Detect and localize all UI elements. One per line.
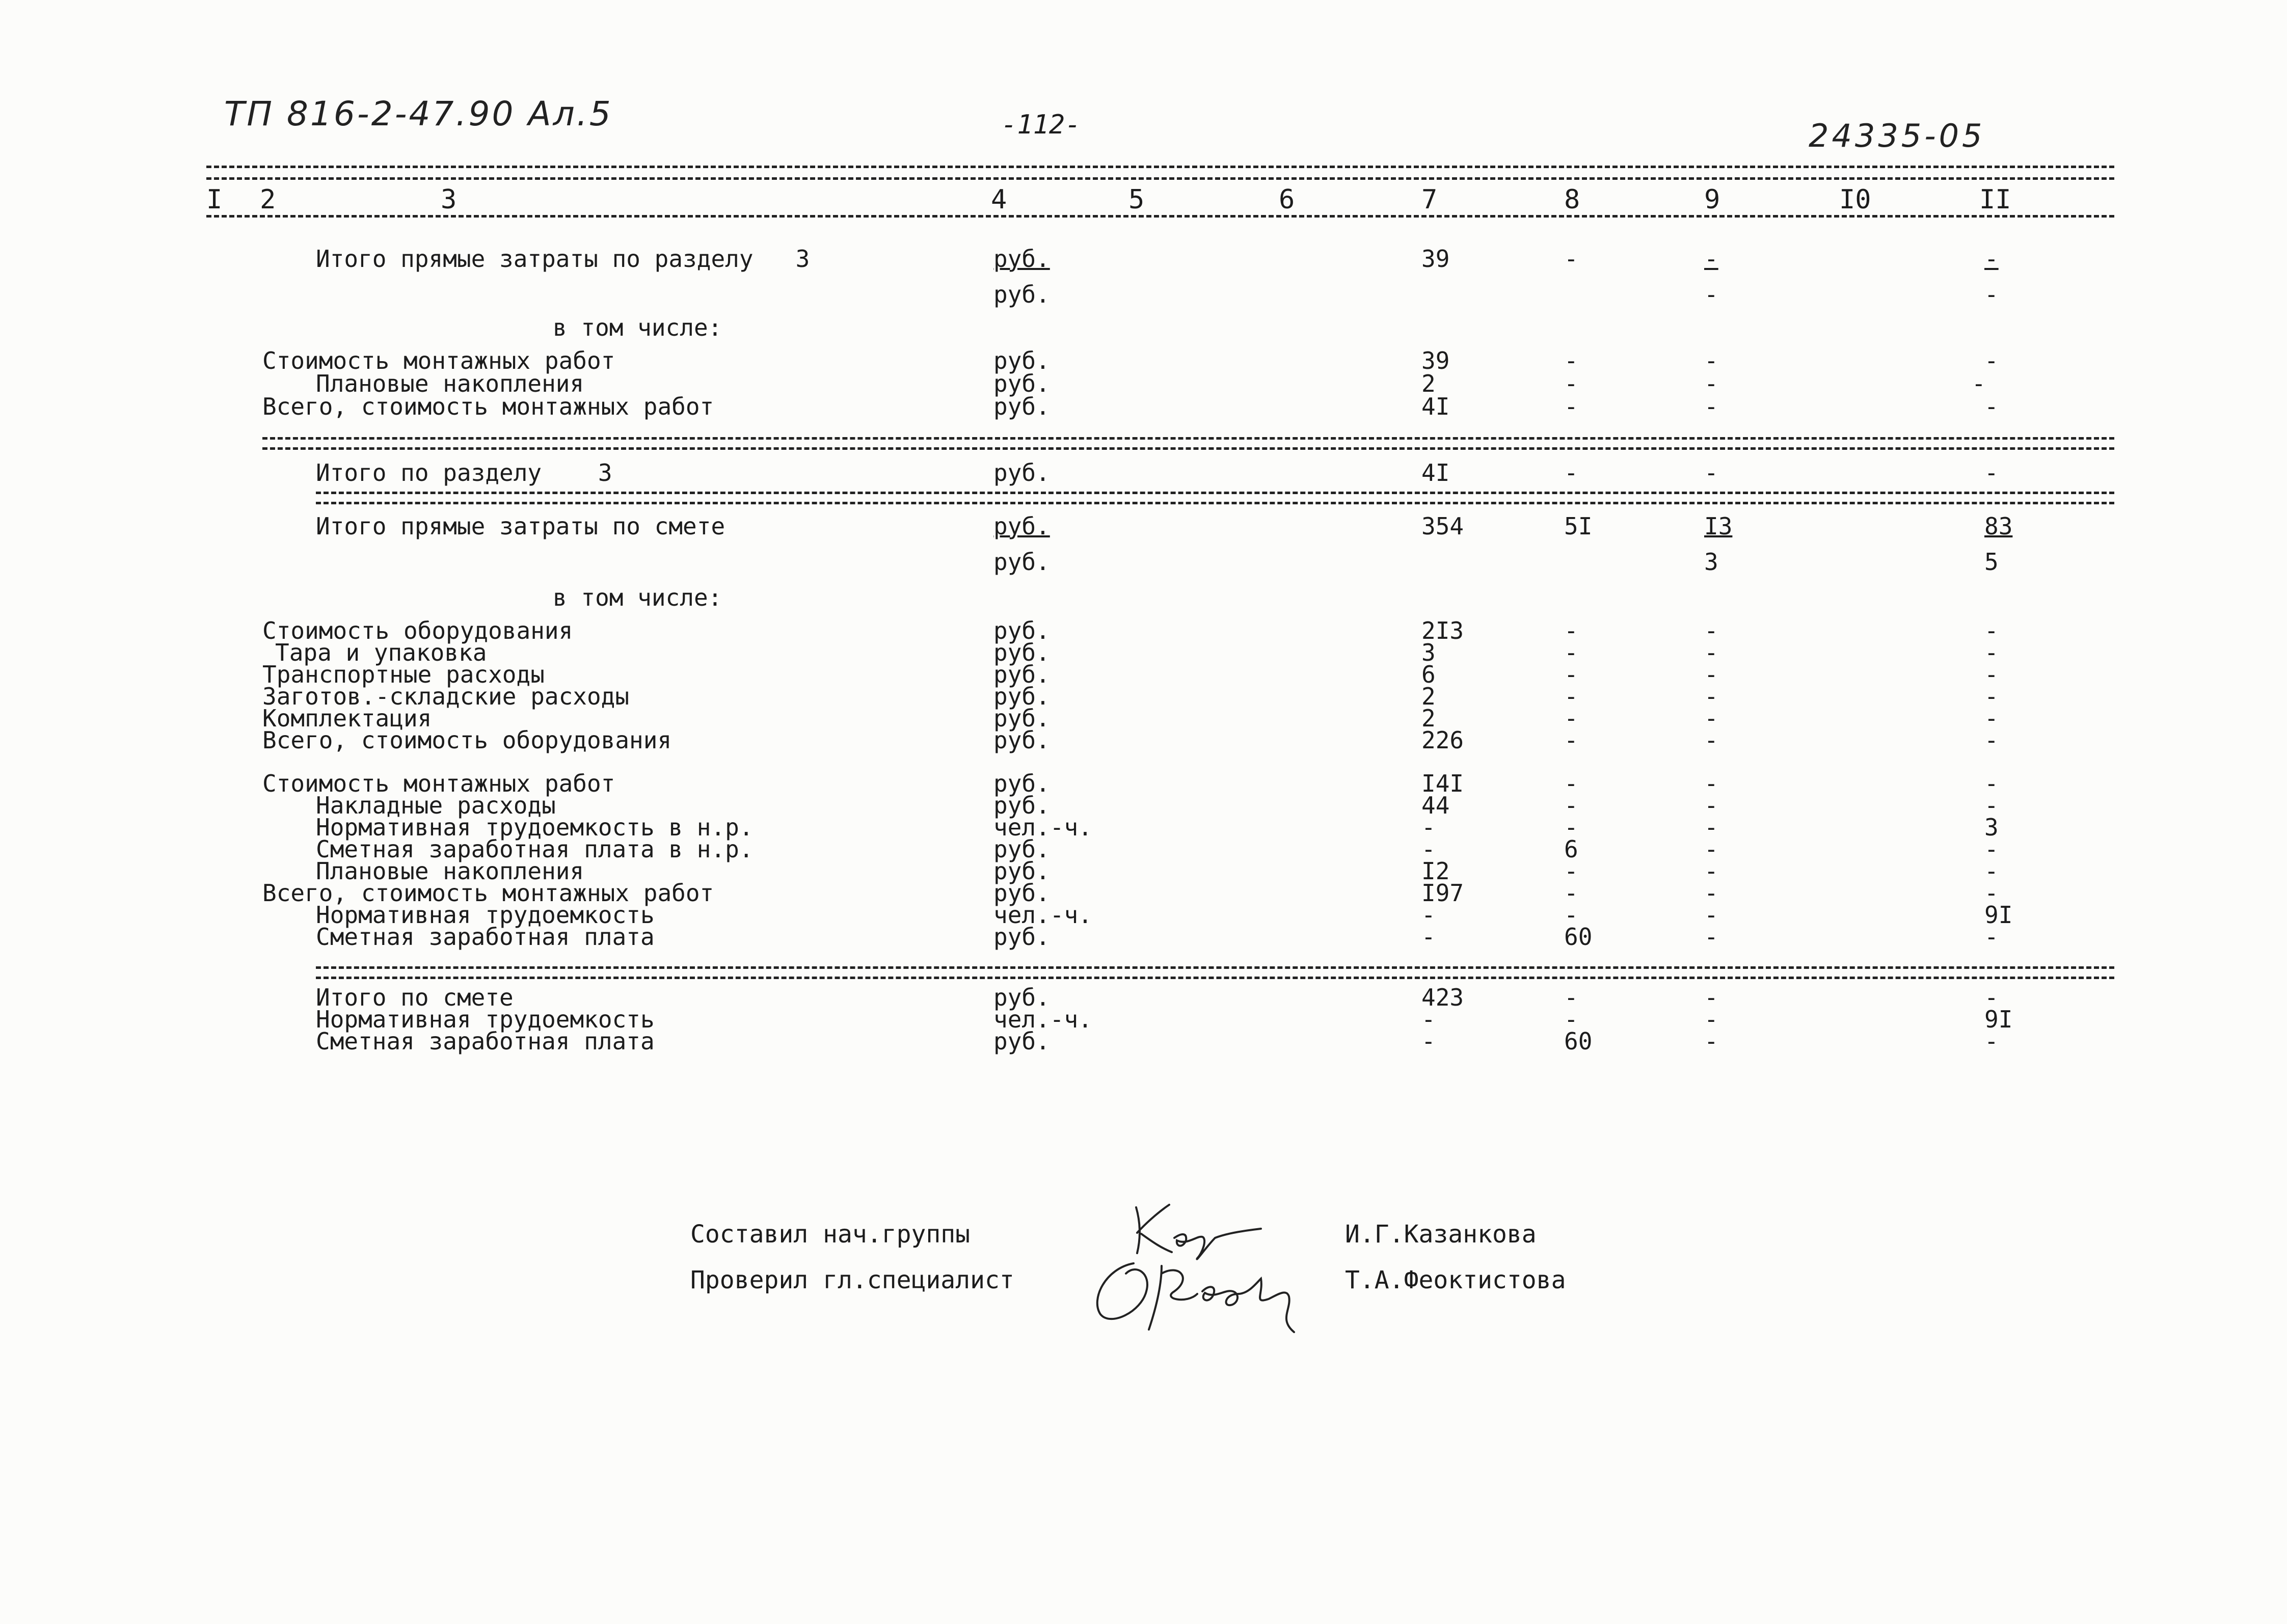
- row-c11: -: [1984, 281, 1999, 308]
- row-c9: -: [1704, 245, 1718, 273]
- table-row: [0, 372, 2287, 395]
- row-c7: -: [1421, 1027, 1436, 1055]
- row-c7: 44: [1421, 792, 1450, 819]
- row-unit: руб.: [993, 770, 1050, 797]
- row-c9: -: [1704, 923, 1718, 951]
- row-label: Накладные расходы: [316, 792, 556, 819]
- row-c11: -: [1984, 984, 1999, 1011]
- row-c7: 4I: [1421, 393, 1450, 420]
- row-unit: руб.: [993, 370, 1050, 397]
- row-label: Итого прямые затраты по смете: [316, 512, 725, 540]
- table-row: [0, 728, 2287, 752]
- table-row: [0, 925, 2287, 949]
- row-unit: руб.: [993, 661, 1050, 688]
- row-c7: -: [1421, 1006, 1436, 1033]
- row-unit: руб.: [993, 1027, 1050, 1055]
- col-num-10: I0: [1839, 184, 1871, 215]
- totals-rule: [316, 966, 2114, 969]
- row-c8: -: [1564, 879, 1578, 907]
- row-c7: -: [1421, 835, 1436, 863]
- row-c9: -: [1704, 814, 1718, 841]
- row-label: Стоимость оборудования: [262, 617, 573, 644]
- row-label: Сметная заработная плата: [316, 1027, 655, 1055]
- row-c9: 3: [1704, 548, 1718, 576]
- header-bottom-rule: [206, 215, 2114, 218]
- row-c11: 3: [1984, 814, 1999, 841]
- row-c9: -: [1704, 705, 1718, 732]
- row-c11: 5: [1984, 548, 1999, 576]
- col-num-9: 9: [1704, 184, 1720, 215]
- table-row: [0, 283, 2287, 306]
- row-label: Комплектация: [262, 705, 432, 732]
- checked-by-label: Проверил гл.специалист: [690, 1266, 1014, 1294]
- row-c8: -: [1564, 459, 1578, 486]
- section-rule: [316, 502, 2114, 504]
- row-label: Заготов.-складские расходы: [262, 683, 630, 710]
- row-c9: -: [1704, 879, 1718, 907]
- row-unit: руб.: [993, 548, 1050, 576]
- row-label: Нормативная трудоемкость в н.р.: [316, 814, 754, 841]
- col-num-2: 2: [260, 184, 276, 215]
- row-c9: -: [1704, 683, 1718, 710]
- row-c8: -: [1564, 393, 1578, 420]
- row-unit: руб.: [993, 347, 1050, 374]
- row-label: Сметная заработная плата: [316, 923, 655, 951]
- col-num-11: II: [1979, 184, 2011, 215]
- row-c8: 6: [1564, 835, 1578, 863]
- row-c8: -: [1564, 857, 1578, 885]
- row-c9: -: [1704, 393, 1718, 420]
- row-c7: I2: [1421, 857, 1450, 885]
- col-num-6: 6: [1279, 184, 1295, 215]
- row-c8: -: [1564, 245, 1578, 273]
- row-c7: 39: [1421, 347, 1450, 374]
- row-c11: 9I: [1984, 1006, 2013, 1033]
- row-unit: руб.: [993, 459, 1050, 486]
- row-unit: руб.: [993, 393, 1050, 420]
- row-c11: -: [1984, 726, 1999, 754]
- row-c9: -: [1704, 639, 1718, 666]
- row-c9: -: [1704, 857, 1718, 885]
- row-label: Итого по разделу 3: [316, 459, 612, 486]
- row-unit: руб.: [993, 923, 1050, 951]
- top-rule-1: [206, 166, 2114, 168]
- row-c8: -: [1564, 726, 1578, 754]
- row-c11: 9I: [1984, 901, 2013, 929]
- row-c9: -: [1704, 459, 1718, 486]
- row-label: Нормативная трудоемкость: [316, 901, 655, 929]
- compiled-by-label: Составил нач.группы: [690, 1220, 971, 1249]
- section-rule: [262, 437, 2114, 440]
- table-row: [0, 512, 2287, 540]
- row-c9: -: [1704, 901, 1718, 929]
- row-label: в том числе:: [553, 584, 722, 611]
- row-c7: -: [1421, 901, 1436, 929]
- row-unit: чел.-ч.: [993, 814, 1092, 841]
- row-c8: -: [1564, 347, 1578, 374]
- row-unit: руб.: [993, 792, 1050, 819]
- row-label: Стоимость монтажных работ: [262, 770, 615, 797]
- compiled-by-name: И.Г.Казанкова: [1345, 1220, 1537, 1249]
- row-c7: 2: [1421, 370, 1436, 397]
- row-c8: -: [1564, 661, 1578, 688]
- row-c7: 226: [1421, 726, 1464, 754]
- row-c11: -: [1972, 370, 1986, 397]
- row-c11: -: [1984, 770, 1999, 797]
- row-c9: -: [1704, 770, 1718, 797]
- row-c8: -: [1564, 1006, 1578, 1033]
- row-c8: -: [1564, 370, 1578, 397]
- row-c11: -: [1984, 617, 1999, 644]
- row-label: Всего, стоимость монтажных работ: [262, 393, 714, 420]
- row-c9: -: [1704, 617, 1718, 644]
- row-unit: руб.: [993, 984, 1050, 1011]
- row-unit: руб.: [993, 705, 1050, 732]
- row-c11: -: [1984, 639, 1999, 666]
- section-rule: [262, 447, 2114, 450]
- row-c9: -: [1704, 726, 1718, 754]
- totals-rule: [316, 977, 2114, 979]
- table-row: [0, 1027, 2287, 1055]
- row-c11: -: [1984, 857, 1999, 885]
- row-label: Плановые накопления: [316, 370, 584, 397]
- row-c7: 39: [1421, 245, 1450, 273]
- row-unit: чел.-ч.: [993, 901, 1092, 929]
- top-rule-2: [206, 177, 2114, 180]
- row-c8: -: [1564, 901, 1578, 929]
- row-label: в том числе:: [553, 314, 722, 341]
- row-c11: 83: [1984, 512, 2013, 540]
- row-c8: 60: [1564, 923, 1593, 951]
- row-label: Тара и упаковка: [275, 639, 487, 666]
- row-label: Сметная заработная плата в н.р.: [316, 835, 754, 863]
- table-row: [0, 245, 2287, 273]
- row-unit: руб.: [993, 726, 1050, 754]
- row-label: Нормативная трудоемкость: [316, 1006, 655, 1033]
- row-c8: -: [1564, 984, 1578, 1011]
- row-c9: -: [1704, 792, 1718, 819]
- col-num-3: 3: [441, 184, 457, 215]
- row-c9: -: [1704, 984, 1718, 1011]
- row-c7: 4I: [1421, 459, 1450, 486]
- row-unit: руб.: [993, 639, 1050, 666]
- row-c7: -: [1421, 923, 1436, 951]
- row-c7: 2: [1421, 705, 1436, 732]
- table-row: [0, 349, 2287, 372]
- row-c11: -: [1984, 1027, 1999, 1055]
- row-label: Стоимость монтажных работ: [262, 347, 615, 374]
- archive-number: 24335-05: [1809, 117, 1985, 154]
- row-c11: -: [1984, 923, 1999, 951]
- row-unit: руб.: [993, 835, 1050, 863]
- row-c9: -: [1704, 835, 1718, 863]
- row-c9: I3: [1704, 512, 1733, 540]
- row-label: Итого по смете: [316, 984, 514, 1011]
- table-row: [0, 550, 2287, 574]
- row-unit: руб.: [993, 281, 1050, 308]
- row-c8: -: [1564, 705, 1578, 732]
- row-c9: -: [1704, 370, 1718, 397]
- row-c11: -: [1984, 459, 1999, 486]
- col-num-5: 5: [1128, 184, 1145, 215]
- table-row: [0, 395, 2287, 418]
- row-c7: 2I3: [1421, 617, 1464, 644]
- row-c11: -: [1984, 661, 1999, 688]
- row-c8: 60: [1564, 1027, 1593, 1055]
- row-label: Итого прямые затраты по разделу 3: [316, 245, 810, 273]
- row-c8: -: [1564, 792, 1578, 819]
- row-c9: -: [1704, 347, 1718, 374]
- row-c8: -: [1564, 639, 1578, 666]
- table-row: [0, 586, 2287, 609]
- table-row: [0, 461, 2287, 484]
- row-c11: -: [1984, 683, 1999, 710]
- row-unit: руб.: [993, 857, 1050, 885]
- checked-by-name: Т.А.Феоктистова: [1345, 1266, 1566, 1294]
- document-code: ТП 816-2-47.90 Ал.5: [224, 94, 613, 133]
- row-c8: 5I: [1564, 512, 1593, 540]
- row-c9: -: [1704, 281, 1718, 308]
- row-c7: I97: [1421, 879, 1464, 907]
- row-label: Всего, стоимость монтажных работ: [262, 879, 714, 907]
- col-num-7: 7: [1421, 184, 1438, 215]
- row-unit: руб.: [993, 879, 1050, 907]
- row-c7: 354: [1421, 512, 1464, 540]
- row-label: Плановые накопления: [316, 857, 584, 885]
- row-c11: -: [1984, 879, 1999, 907]
- row-c7: -: [1421, 814, 1436, 841]
- row-c9: -: [1704, 1027, 1718, 1055]
- row-c8: -: [1564, 814, 1578, 841]
- row-c11: -: [1984, 792, 1999, 819]
- row-c11: -: [1984, 393, 1999, 420]
- table-row: [0, 316, 2287, 339]
- col-num-8: 8: [1564, 184, 1580, 215]
- row-label: Всего, стоимость оборудования: [262, 726, 672, 754]
- row-unit: руб.: [993, 512, 1050, 540]
- signature-feoktistova: [1085, 1243, 1320, 1340]
- row-c11: -: [1984, 245, 1999, 273]
- row-label: Транспортные расходы: [262, 661, 545, 688]
- row-c7: I4I: [1421, 770, 1464, 797]
- row-unit: руб.: [993, 683, 1050, 710]
- row-c7: 6: [1421, 661, 1436, 688]
- row-c8: -: [1564, 617, 1578, 644]
- page-number: -112-: [1001, 110, 1081, 140]
- col-num-1: I: [206, 184, 223, 215]
- row-unit: руб.: [993, 245, 1050, 273]
- row-unit: чел.-ч.: [993, 1006, 1092, 1033]
- row-unit: руб.: [993, 617, 1050, 644]
- row-c11: -: [1984, 347, 1999, 374]
- row-c8: -: [1564, 770, 1578, 797]
- row-c11: -: [1984, 835, 1999, 863]
- row-c7: 3: [1421, 639, 1436, 666]
- row-c9: -: [1704, 661, 1718, 688]
- section-rule: [316, 492, 2114, 494]
- row-c7: 423: [1421, 984, 1464, 1011]
- row-c9: -: [1704, 1006, 1718, 1033]
- row-c7: 2: [1421, 683, 1436, 710]
- row-c8: -: [1564, 683, 1578, 710]
- row-c11: -: [1984, 705, 1999, 732]
- col-num-4: 4: [991, 184, 1007, 215]
